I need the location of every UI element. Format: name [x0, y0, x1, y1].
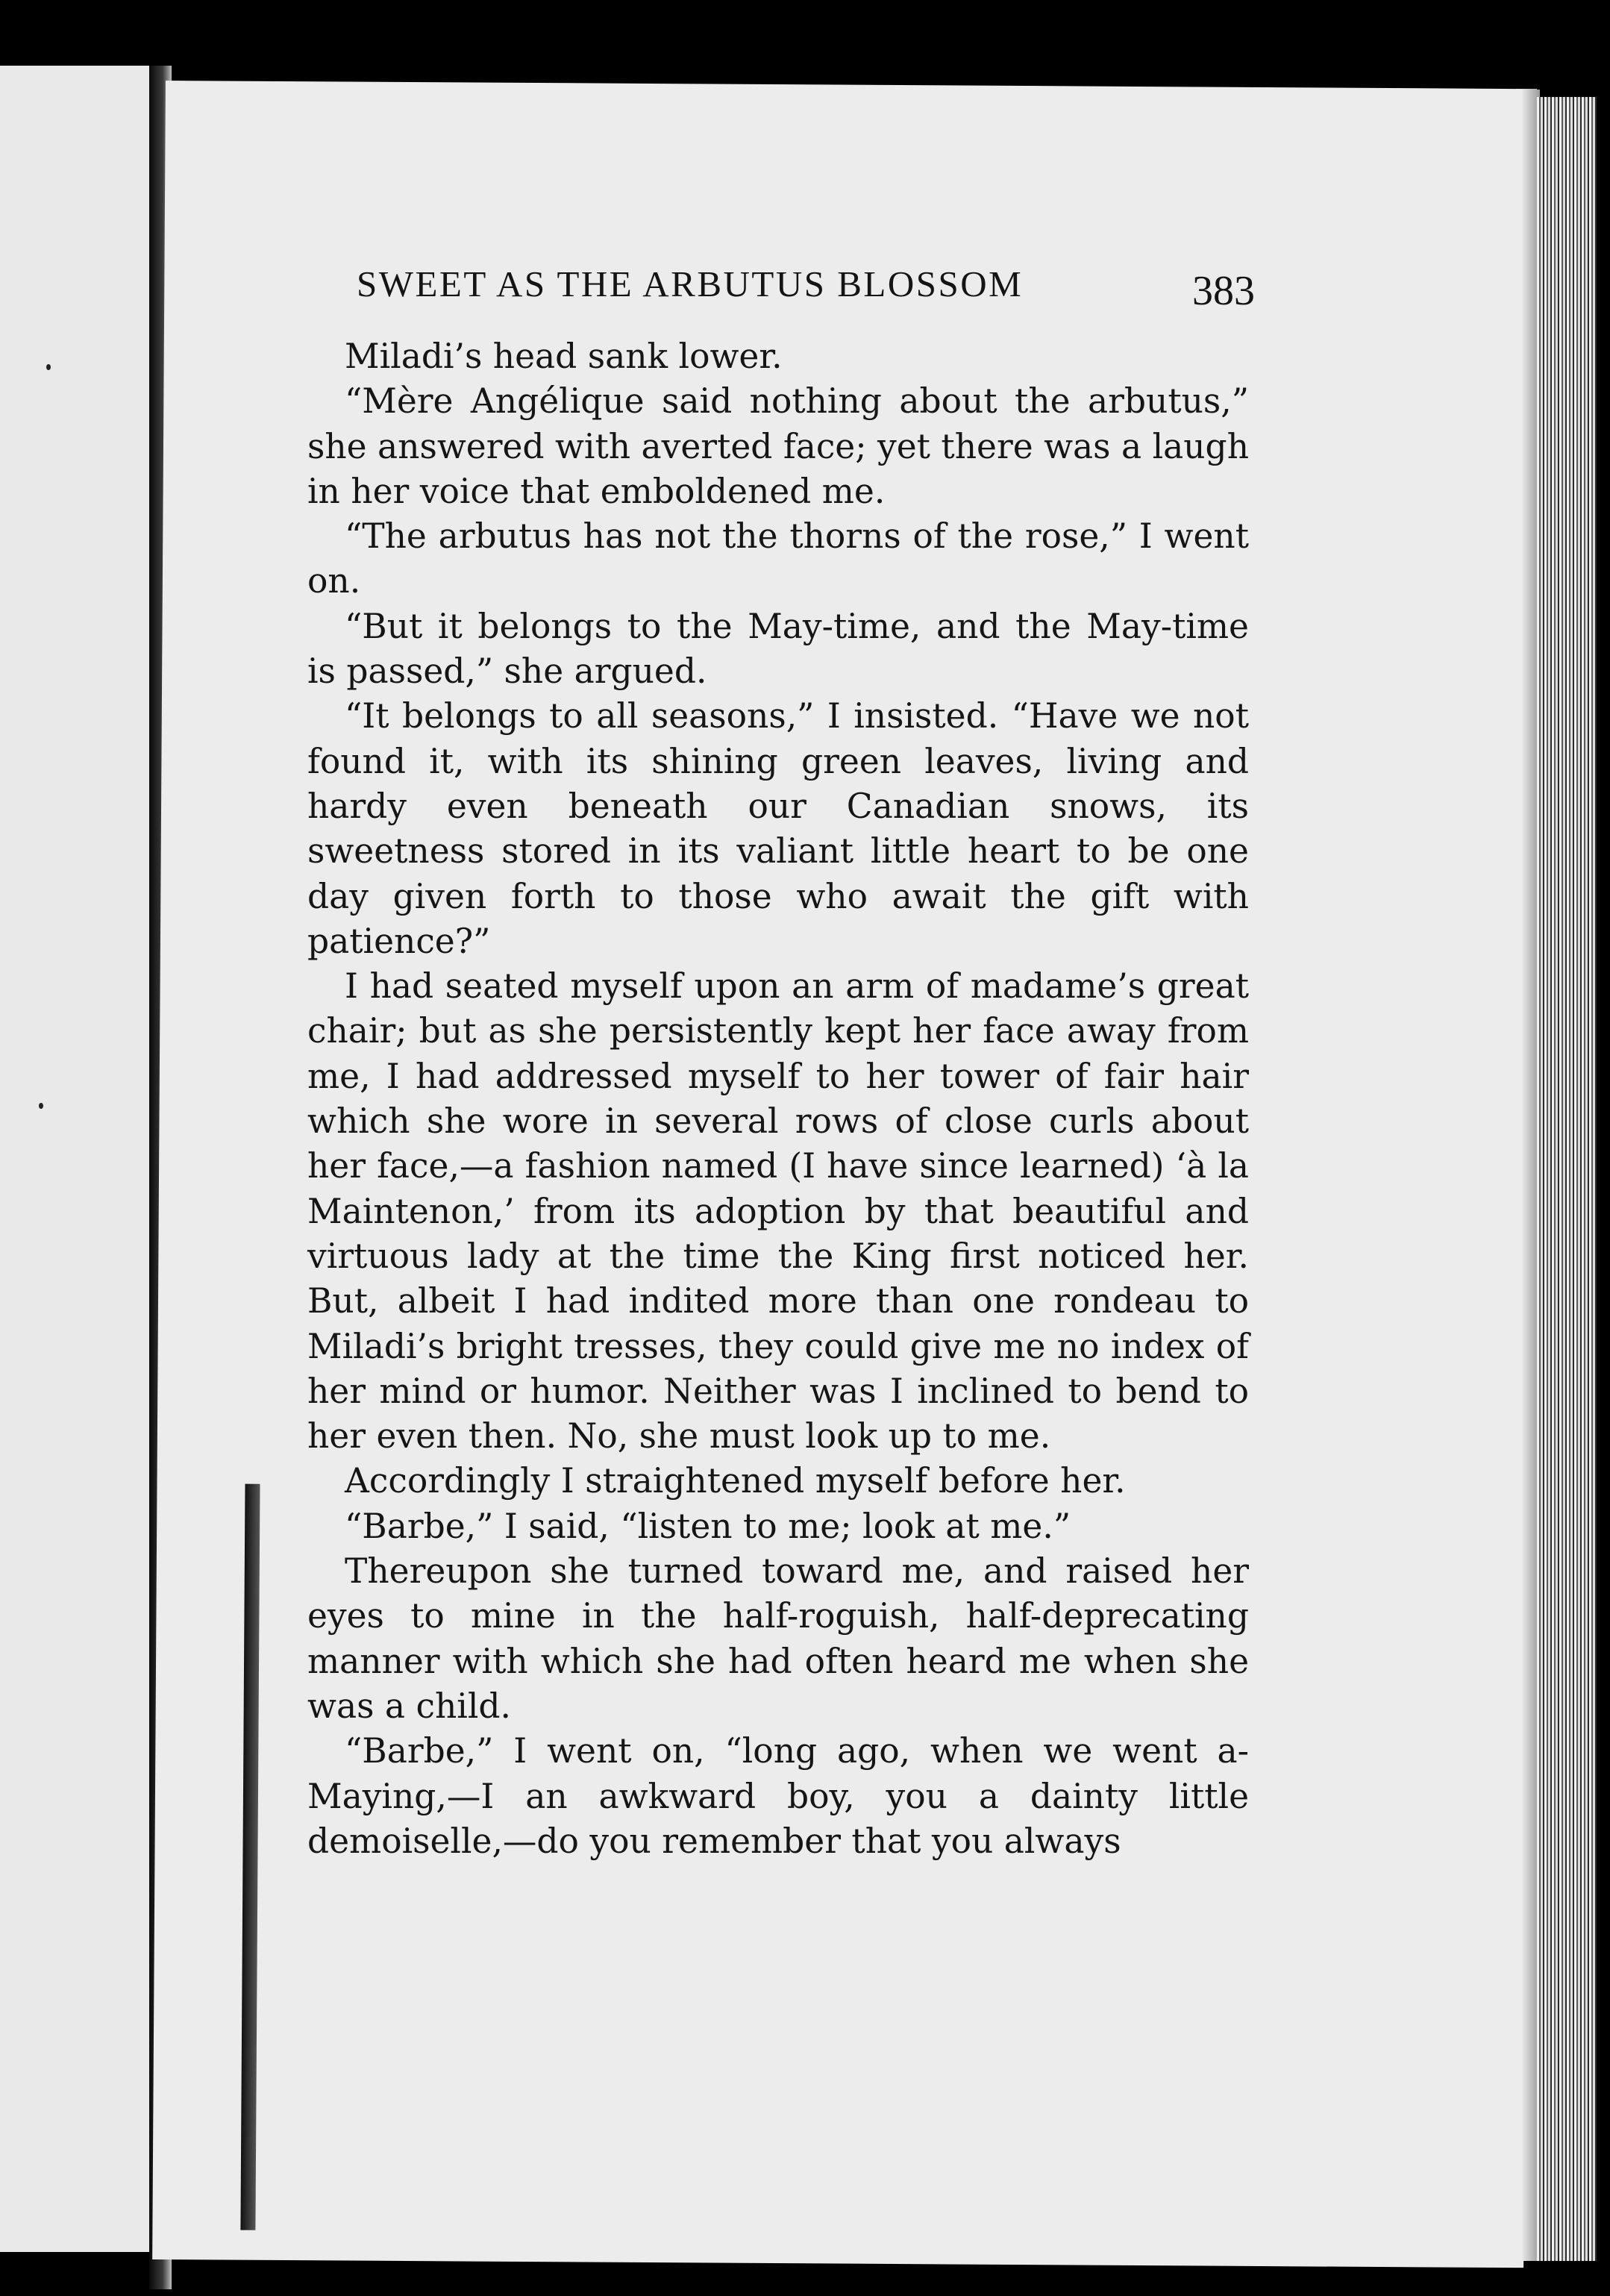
paragraph: Accordingly I straightened myself before her. — [345, 1461, 1126, 1501]
paragraph: “The arbutus has not the thorns of the rose,” I went on. — [307, 516, 1249, 601]
paragraph: I had seated myself upon an arm of madame’s great chair; but as she persistently kept her face away from me, I had addressed myself to her tower of fair hair which she wore in several rows of close curls about her face,—a fashion named (I have since learned) ‘à la Maintenon,’ from its adoption by that beautiful and virtuous lady at the time the King first noticed her. But, albeit I had indited more than one rondeau to Miladi’s bright tresses, they could give me no index of her mind or humor. Neither was I inclined to bend to her even then. No, she must look up to me. — [307, 966, 1249, 1457]
paragraph: “Mère Angélique said nothing about the arbutus,” she answered with averted face; yet there was a laugh in her voice that emboldened me. — [307, 381, 1249, 511]
paragraph: “Barbe,” I went on, “long ago, when we went a-Maying,—I an awkward boy, you a dainty little demoiselle,—do you remember that you always — [307, 1731, 1249, 1861]
left-page-edge — [0, 66, 154, 2252]
paragraph: “It belongs to all seasons,” I insisted. “Have we not found it, with its shining green leaves, living and hardy even beneath our Canadian snows, its sweetness stored in its valiant little heart to be one day given forth to those who await the gift with patience?” — [307, 696, 1249, 961]
speck — [46, 364, 51, 370]
page-number: 383 — [1192, 268, 1255, 314]
paragraph: “But it belongs to the May-time, and the May-time is passed,” she argued. — [307, 606, 1249, 692]
running-head — [357, 263, 1282, 305]
body-text — [307, 334, 1249, 1864]
paragraph: Miladi’s head sank lower. — [345, 337, 783, 376]
stacked-page-edges — [1537, 97, 1597, 2261]
paragraph: “Barbe,” I said, “listen to me; look at me.” — [345, 1506, 1071, 1546]
paragraph: Thereupon she turned toward me, and raised her eyes to mine in the half-roguish, half-deprecating manner with which she had often heard me when she was a child. — [307, 1551, 1249, 1726]
running-head-title: SWEET AS THE ARBUTUS BLOSSOM — [357, 263, 1024, 304]
page-spine-shadow — [240, 1484, 260, 2230]
speck — [39, 1103, 43, 1109]
